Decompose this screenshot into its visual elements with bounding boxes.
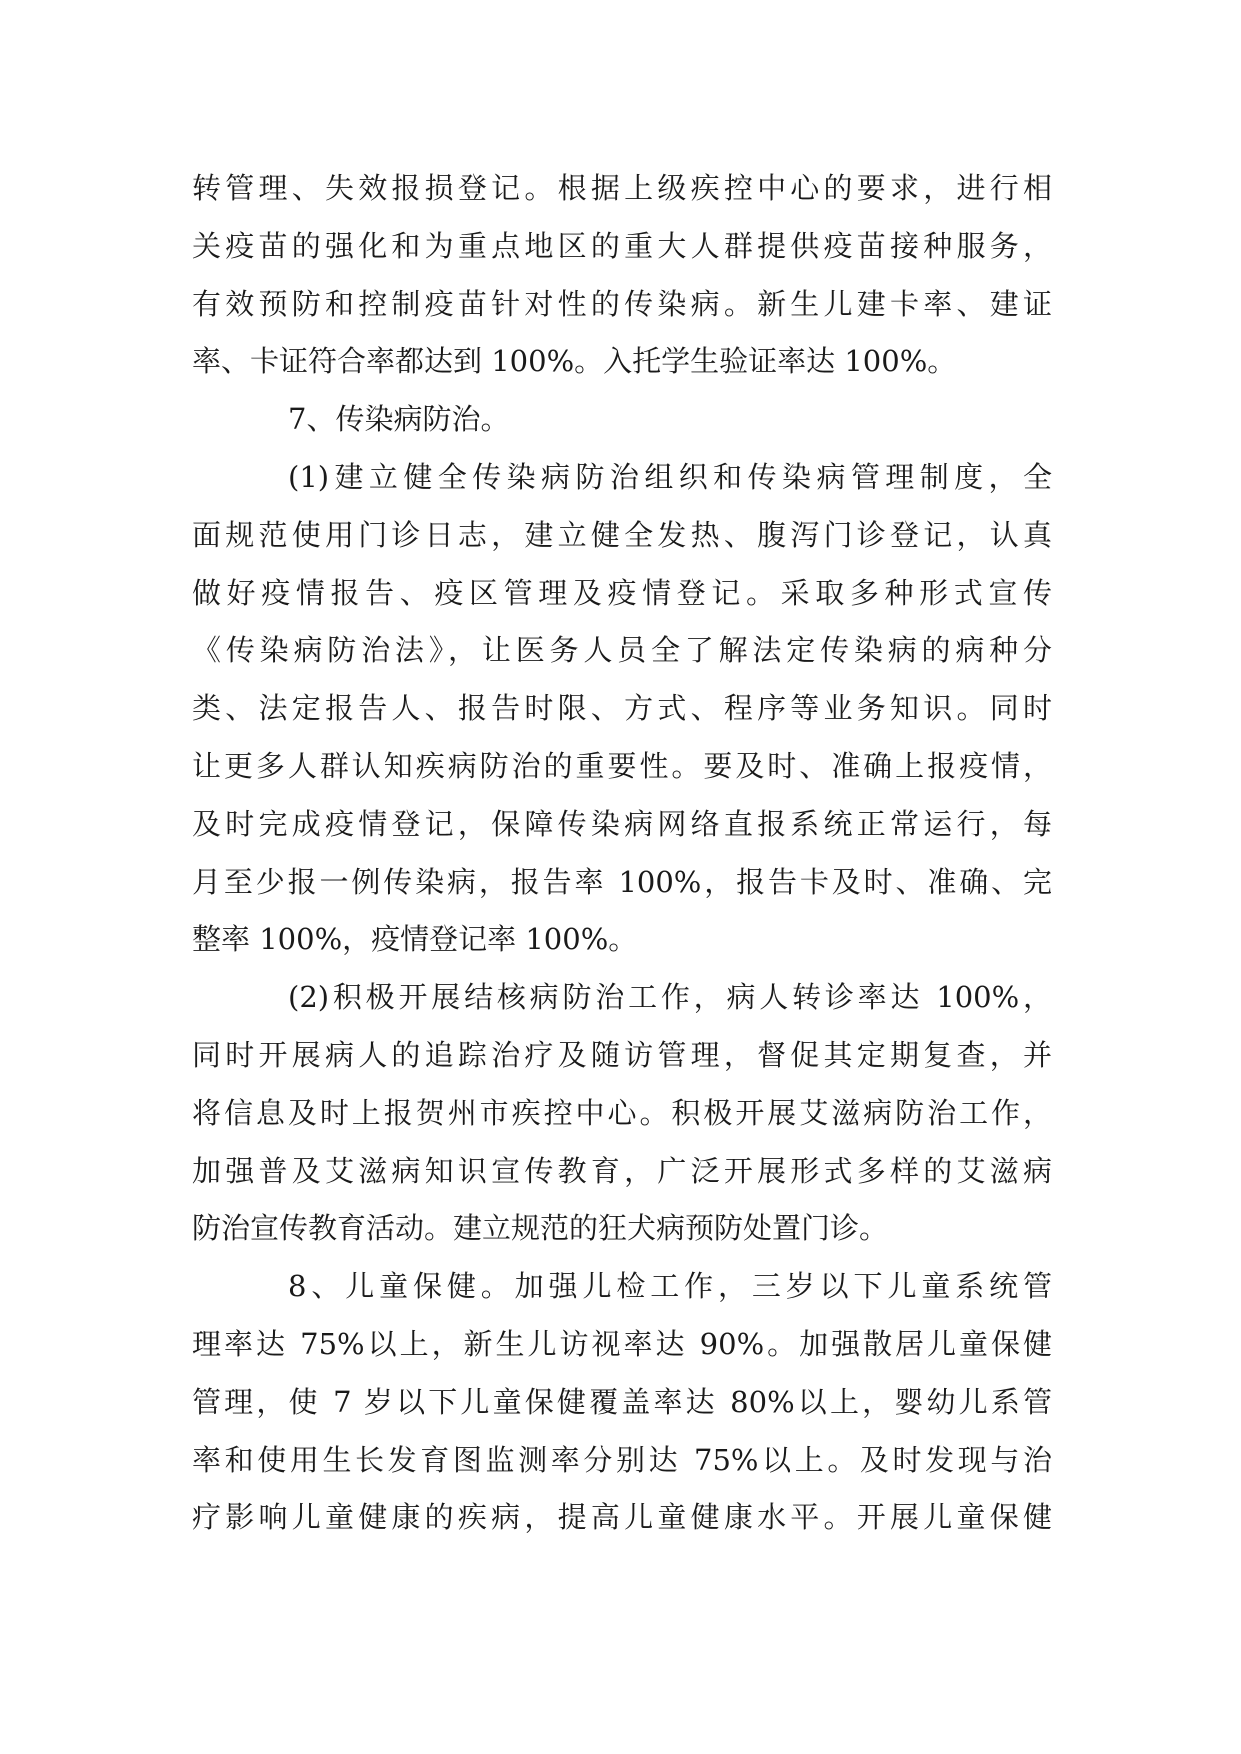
text-line: 面规范使用门诊日志，建立健全发热、腹泻门诊登记，认真 — [192, 517, 1052, 552]
text-line: 率和使用生长发育图监测率分别达 75%以上。及时发现与治 — [192, 1442, 1052, 1477]
text-line: 率、卡证符合率都达到 100%。入托学生验证率达 100%。 — [192, 344, 957, 379]
text-line: 加强普及艾滋病知识宣传教育，广泛开展形式多样的艾滋病 — [192, 1153, 1052, 1188]
text-line: 类、法定报告人、报告时限、方式、程序等业务知识。同时 — [192, 691, 1052, 726]
section-heading-7: 7、传染病防治。 — [288, 402, 510, 437]
text-line: 同时开展病人的追踪治疗及随访管理，督促其定期复查，并 — [192, 1037, 1052, 1072]
text-line: 转管理、失效报损登记。根据上级疾控中心的要求，进行相 — [192, 171, 1052, 205]
text-line: 让更多人群认知疾病防治的重要性。要及时、准确上报疫情， — [192, 748, 1052, 783]
text-line: 关疫苗的强化和为重点地区的重大人群提供疫苗接种服务， — [192, 228, 1052, 263]
text-line: 及时完成疫情登记，保障传染病网络直报系统正常运行，每 — [192, 806, 1052, 841]
text-line: 做好疫情报告、疫区管理及疫情登记。采取多种形式宣传 — [192, 575, 1052, 610]
section-heading-8: 8、儿童保健。加强儿检工作，三岁以下儿童系统管 — [288, 1269, 1052, 1304]
text-line: 有效预防和控制疫苗针对性的传染病。新生儿建卡率、建证 — [192, 286, 1052, 321]
body-text — [192, 160, 1052, 1547]
text-line: (1)建立健全传染病防治组织和传染病管理制度，全 — [288, 459, 1052, 494]
text-line: 理率达 75%以上，新生儿访视率达 90%。加强散居儿童保健 — [192, 1326, 1052, 1361]
text-line: 《传染病防治法》，让医务人员全了解法定传染病的病种分 — [192, 633, 1052, 668]
text-line: 疗影响儿童健康的疾病，提高儿童健康水平。开展儿童保健 — [192, 1500, 1052, 1535]
text-line: (2)积极开展结核病防治工作，病人转诊率达 100%， — [288, 980, 1052, 1015]
text-line: 月至少报一例传染病，报告率 100%，报告卡及时、准确、完 — [192, 864, 1052, 899]
text-line: 管理，使 7 岁以下儿童保健覆盖率达 80%以上，婴幼儿系管 — [192, 1384, 1052, 1419]
text-line: 防治宣传教育活动。建立规范的狂犬病预防处置门诊。 — [192, 1211, 889, 1246]
text-line: 将信息及时上报贺州市疾控中心。积极开展艾滋病防治工作， — [192, 1095, 1052, 1130]
text-line: 整率 100%，疫情登记率 100%。 — [192, 922, 638, 957]
